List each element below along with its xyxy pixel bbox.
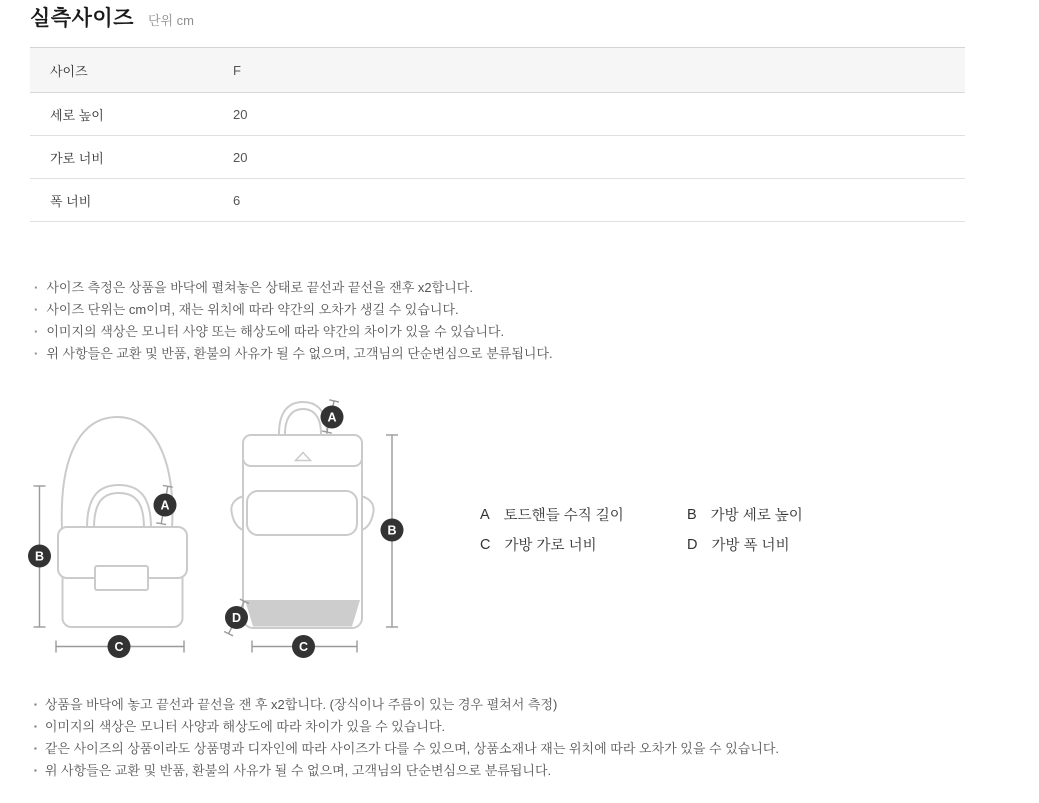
note-item: ▪ 이미지의 색상은 모니터 사양과 해상도에 따라 차이가 있을 수 있습니다. [30,716,779,738]
table-row [30,93,965,136]
page-title: 실측사이즈 [30,7,134,30]
legend-label: 가방 폭 너비 [711,538,790,554]
note-item: ▪ 같은 사이즈의 상품이라도 상품명과 디자인에 따라 사이즈가 다를 수 있으며, 상품소재나 재는 위치에 따라 오차가 있을 수 있습니다. [30,738,779,760]
section-header [30,2,194,32]
bag-measurement-diagram [20,395,420,665]
unit-label: 단위 cm [147,13,194,28]
note-item: · 사이즈 측정은 상품을 바닥에 펼쳐놓은 상태로 끝선과 끝선을 잰후 x2합니다. [30,277,553,299]
table-row [30,179,965,222]
row-value: 20 [233,149,248,165]
top-notes [30,277,553,365]
note-item: · 사이즈 단위는 cm이며, 재는 위치에 따라 약간의 오차가 생길 수 있습니다. [30,299,553,321]
legend-item-a [480,504,624,525]
legend-item-b [687,504,803,525]
handle-outline [285,409,321,434]
legend-key: B [687,506,697,523]
bag-top-flap-outline [243,435,362,466]
legend-key: A [480,506,490,523]
legend-key: D [687,536,698,553]
row-value: F [233,62,241,78]
table-row [30,48,965,93]
bag-base-shade [245,600,360,627]
row-value: 6 [233,192,241,208]
legend-key: C [480,536,491,553]
note-item: ▪ 상품을 바닥에 놓고 끝선과 끝선을 잰 후 x2합니다. (장식이나 주름이 있는 경우 펼쳐서 측정) [30,694,779,716]
legend-item-d [687,534,790,555]
row-value: 20 [233,106,248,122]
handbag-front-diagram [58,417,187,627]
row-label: 사이즈 [50,63,88,79]
marker-b-label: B [387,523,397,538]
bottom-notes [30,694,779,782]
row-label: 세로 높이 [50,107,104,123]
legend-item-c [480,534,597,555]
size-table [30,47,965,222]
bag-side-diagram [231,402,373,628]
shoulder-strap-outline [62,417,173,529]
bag-clasp-outline [95,566,148,590]
front-pocket-outline [247,491,357,535]
row-label: 가로 너비 [50,150,104,166]
marker-d-label: D [231,611,242,625]
marker-c-label: C [114,640,124,654]
legend-label: 가방 세로 높이 [710,508,803,524]
marker-a-label: A [327,410,337,425]
note-item: ▪ 위 사항들은 교환 및 반품, 환불의 사유가 될 수 없으며, 고객님의 단순변심으로 분류됩니다. [30,760,779,782]
note-item: · 이미지의 색상은 모니터 사양 또는 해상도에 따라 약간의 차이가 있을 수 있습니다. [30,321,553,343]
marker-a-label: A [160,498,170,513]
legend-label: 토드핸들 수직 길이 [503,508,624,524]
handle-outline [94,493,144,528]
marker-b-label: B [34,549,45,564]
note-item: · 위 사항들은 교환 및 반품, 환불의 사유가 될 수 없으며, 고객님의 단순변심으로 분류됩니다. [30,343,553,365]
legend-label: 가방 가로 너비 [504,538,597,554]
marker-c-label: C [298,640,309,654]
row-label: 폭 너비 [50,193,92,209]
table-row [30,136,965,179]
